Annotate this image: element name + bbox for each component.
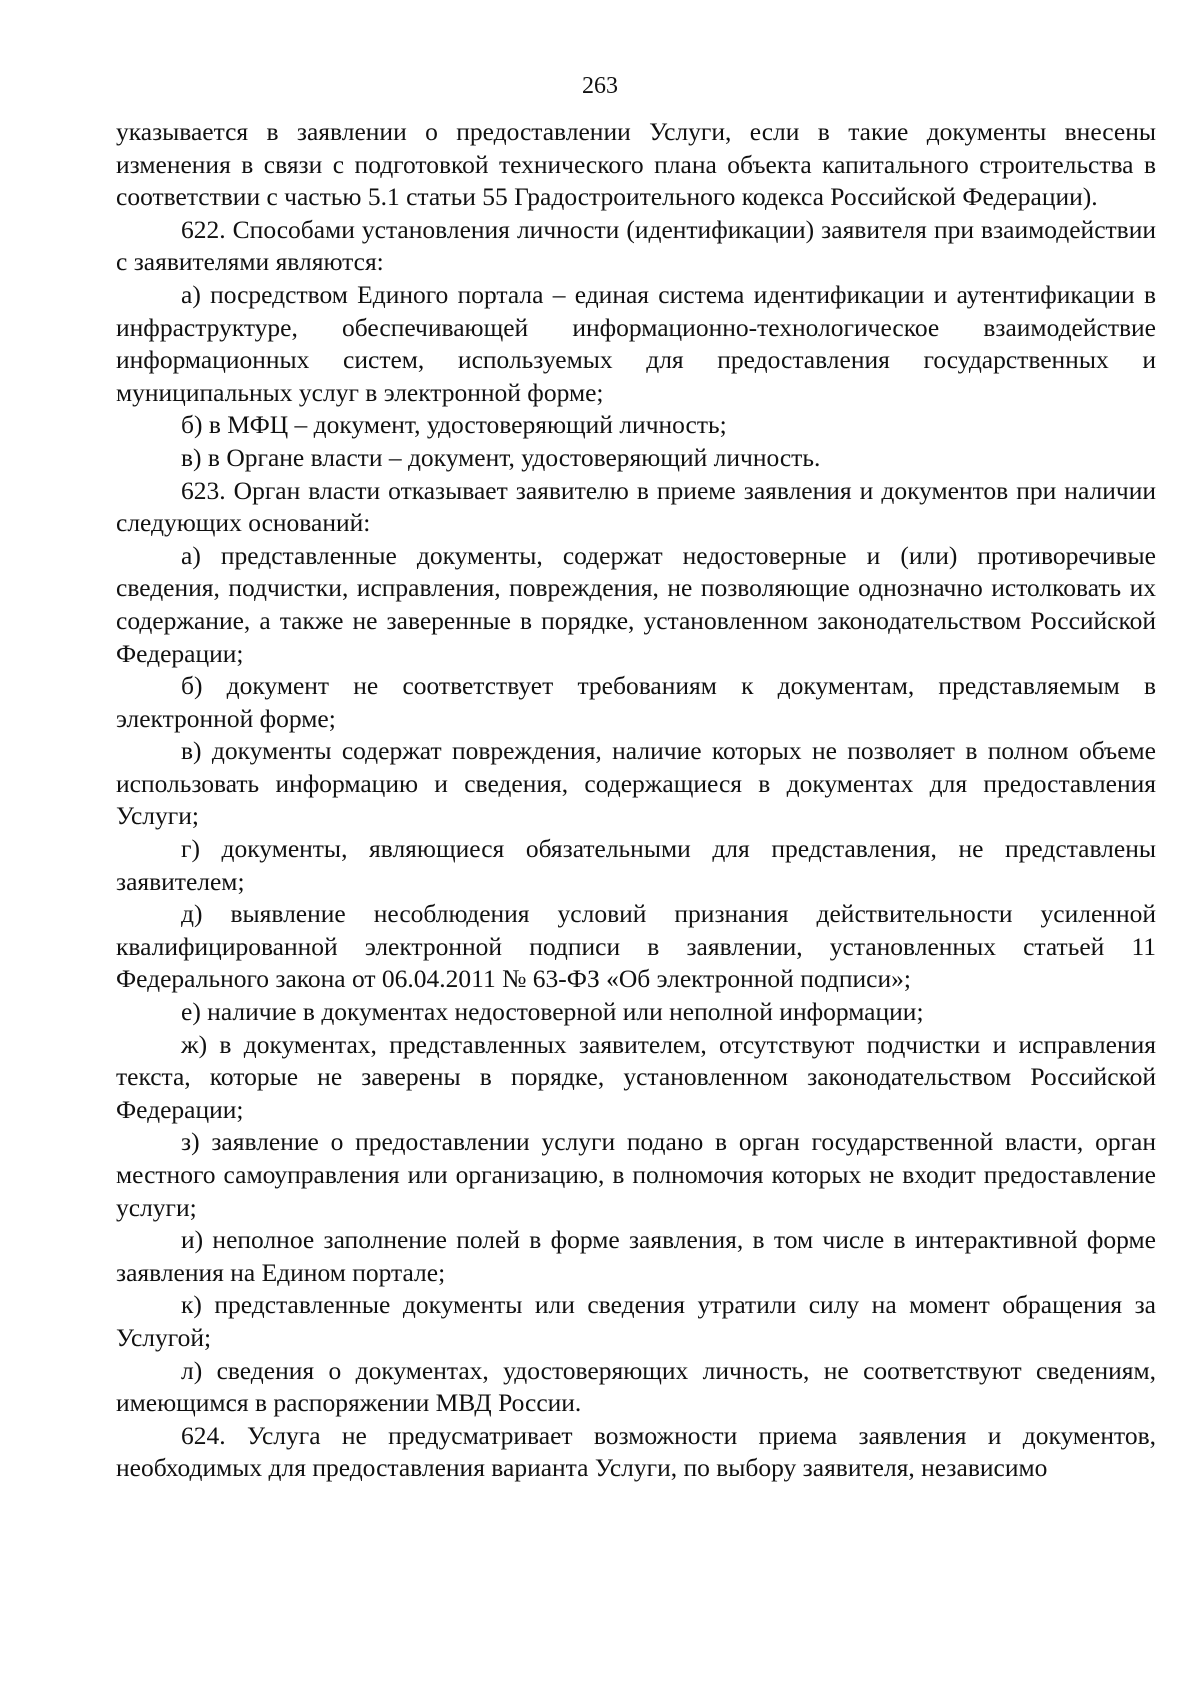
paragraph-623-i: и) неполное заполнение полей в форме заявления, в том числе в интерактивной форме заявления на Едином портале; — [116, 1225, 1156, 1287]
paragraph-623-z: з) заявление о предоставлении услуги подано в орган государственной власти, орган местного самоуправления или организацию, в полномочия которых не входит предоставление услуги; — [116, 1127, 1156, 1222]
paragraph-623-d: д) выявление несоблюдения условий признания действительности усиленной квалифицированной электронной подписи в заявлении, установленных статьей 11 Федерального закона от 06.04.2011 № 63-ФЗ «Об электронной подписи»; — [116, 899, 1156, 994]
paragraph-623: 623. Орган власти отказывает заявителю в приеме заявления и документов при наличии следующих оснований: — [116, 475, 1156, 538]
paragraph-623-l: л) сведения о документах, удостоверяющих личность, не соответствуют сведениям, имеющимся в распоряжении МВД России. — [116, 1355, 1156, 1418]
paragraph-622-b: б) в МФЦ – документ, удостоверяющий личность; — [181, 410, 727, 440]
paragraph-continuation: указывается в заявлении о предоставлении Услуги, если в такие документы внесены изменения в связи с подготовкой технического плана объекта капитального строительства в соответствии с частью 5.1 статьи 55 Градостроительного кодекса Российской Федерации). — [116, 117, 1156, 212]
paragraph-622: 622. Способами установления личности (идентификации) заявителя при взаимодействии с заявителями являются: — [116, 214, 1156, 277]
paragraph-623-v: в) документы содержат повреждения, наличие которых не позволяет в полном объеме использовать информацию и сведения, содержащиеся в документах для предоставления Услуги; — [116, 736, 1156, 831]
paragraph-623-zh: ж) в документах, представленных заявителем, отсутствуют подчистки и исправления текста, которые не заверены в порядке, установленном законодательством Российской Федерации; — [116, 1029, 1156, 1124]
page-number: 263 — [582, 73, 618, 99]
paragraph-623-a: а) представленные документы, содержат недостоверные и (или) противоречивые сведения, подчистки, исправления, повреждения, не позволяющие однозначно истолковать их содержание, а также не заверенные в порядке, установленном законодательством Российской Федерации; — [116, 540, 1156, 668]
paragraph-623-g: г) документы, являющиеся обязательными для представления, не представлены заявителем; — [116, 834, 1156, 896]
paragraph-623-b: б) документ не соответствует требованиям к документам, представляемым в электронной форме; — [116, 671, 1156, 733]
paragraph-622-a: а) посредством Единого портала – единая система идентификации и аутентификации в инфраструктуре, обеспечивающей информационно-технологическое взаимодействие информационных систем, используемых для предоставления государственных и муниципальных услуг в электронной форме; — [116, 279, 1156, 407]
paragraph-623-k: к) представленные документы или сведения утратили силу на момент обращения за Услугой; — [116, 1290, 1156, 1352]
paragraph-623-e: е) наличие в документах недостоверной или неполной информации; — [181, 997, 924, 1027]
paragraph-622-v: в) в Органе власти – документ, удостоверяющий личность. — [181, 442, 821, 472]
document-body — [116, 116, 1156, 1485]
paragraph-624: 624. Услуга не предусматривает возможности приема заявления и документов, необходимых для предоставления варианта Услуги, по выбору заявителя, независимо — [116, 1420, 1156, 1483]
